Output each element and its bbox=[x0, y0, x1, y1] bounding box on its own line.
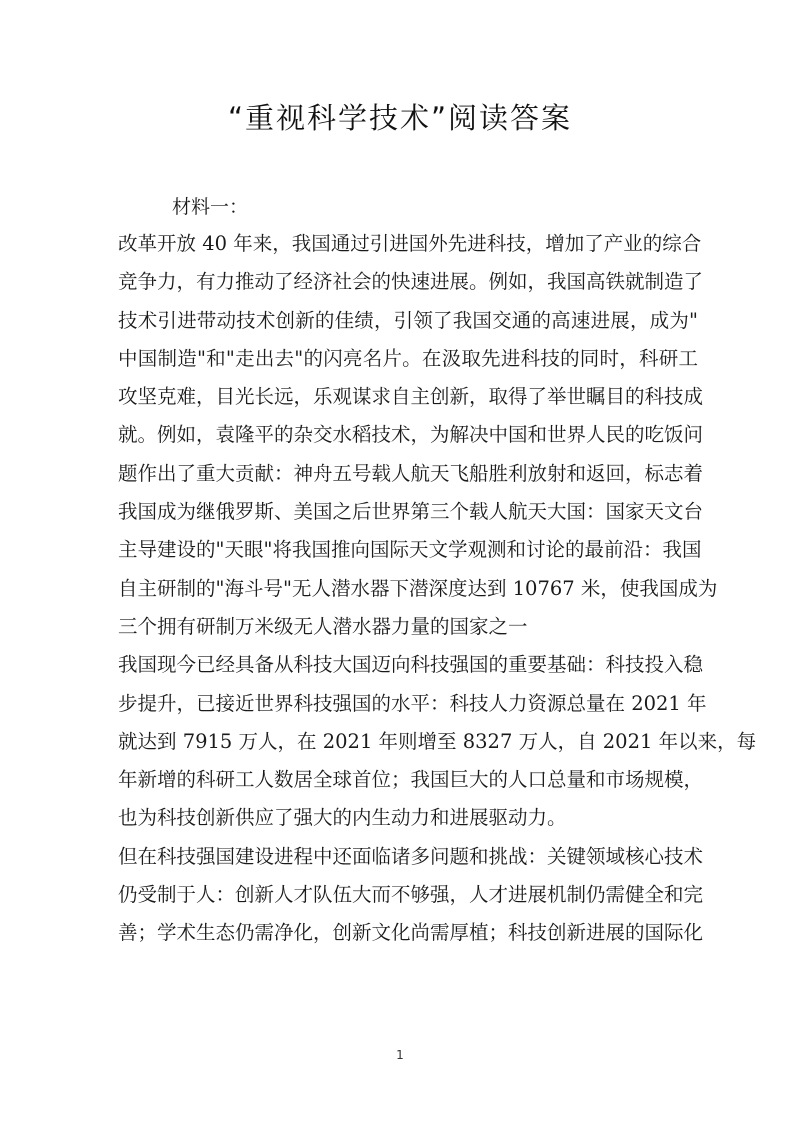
text-line: 中国制造"和"走出去"的闪亮名片。在汲取先进科技的同时，科研工 bbox=[118, 346, 698, 370]
text-line: 就。例如，袁隆平的杂交水稻技术，为解决中国和世界人民的吃饭问 bbox=[118, 423, 704, 447]
text-line: 我国现今已经具备从科技大国迈向科技强国的重要基础：科技投入稳 bbox=[118, 653, 704, 677]
text-line: 但在科技强国建设进程中还面临诸多问题和挑战：关键领域核心技术 bbox=[118, 844, 704, 868]
text-line: 步提升，已接近世界科技强国的水平：科技人力资源总量在 2021 年 bbox=[118, 691, 707, 715]
text-line: 竞争力，有力推动了经济社会的快速进展。例如，我国高铁就制造了 bbox=[118, 270, 704, 294]
text-line: 善；学术生态仍需净化，创新文化尚需厚植；科技创新进展的国际化 bbox=[118, 921, 704, 945]
page-number: 1 bbox=[396, 1048, 404, 1062]
text-line: 技术引进带动技术创新的佳绩，引领了我国交通的高速进展，成为" bbox=[118, 308, 698, 332]
text-line: 年新增的科研工人数居全球首位；我国巨大的人口总量和市场规模， bbox=[118, 768, 704, 792]
text-line: 我国成为继俄罗斯、美国之后世界第三个载人航天大国：国家天文台 bbox=[118, 500, 704, 524]
text-line: 三个拥有研制万米级无人潜水器力量的国家之一 bbox=[118, 614, 528, 638]
text-line: 题作出了重大贡献：神舟五号载人航天飞船胜利放射和返回，标志着 bbox=[118, 461, 704, 485]
text-line: 攻坚克难，目光长远，乐观谋求自主创新，取得了举世瞩目的科技成 bbox=[118, 385, 704, 409]
text-line: 主导建设的"天眼"将我国推向国际天文学观测和讨论的最前沿：我国 bbox=[118, 538, 702, 562]
body-text bbox=[118, 225, 757, 953]
document-title: “重视科学技术”阅读答案 bbox=[227, 101, 573, 135]
text-line: 自主研制的"海斗号"无人潜水器下潜深度达到 10767 米，使我国成为 bbox=[118, 576, 718, 600]
text-line: 改革开放 40 年来，我国通过引进国外先进科技，增加了产业的综合 bbox=[118, 232, 702, 255]
section-label: 材料一： bbox=[172, 196, 249, 218]
text-line: 仍受制于人：创新人才队伍大而不够强，人才进展机制仍需健全和完 bbox=[118, 883, 704, 907]
text-line: 就达到 7915 万人，在 2021 年则增至 8327 万人，自 2021 年以来，每 bbox=[118, 729, 757, 753]
text-line: 也为科技创新供应了强大的内生动力和进展驱动力。 bbox=[118, 806, 567, 830]
